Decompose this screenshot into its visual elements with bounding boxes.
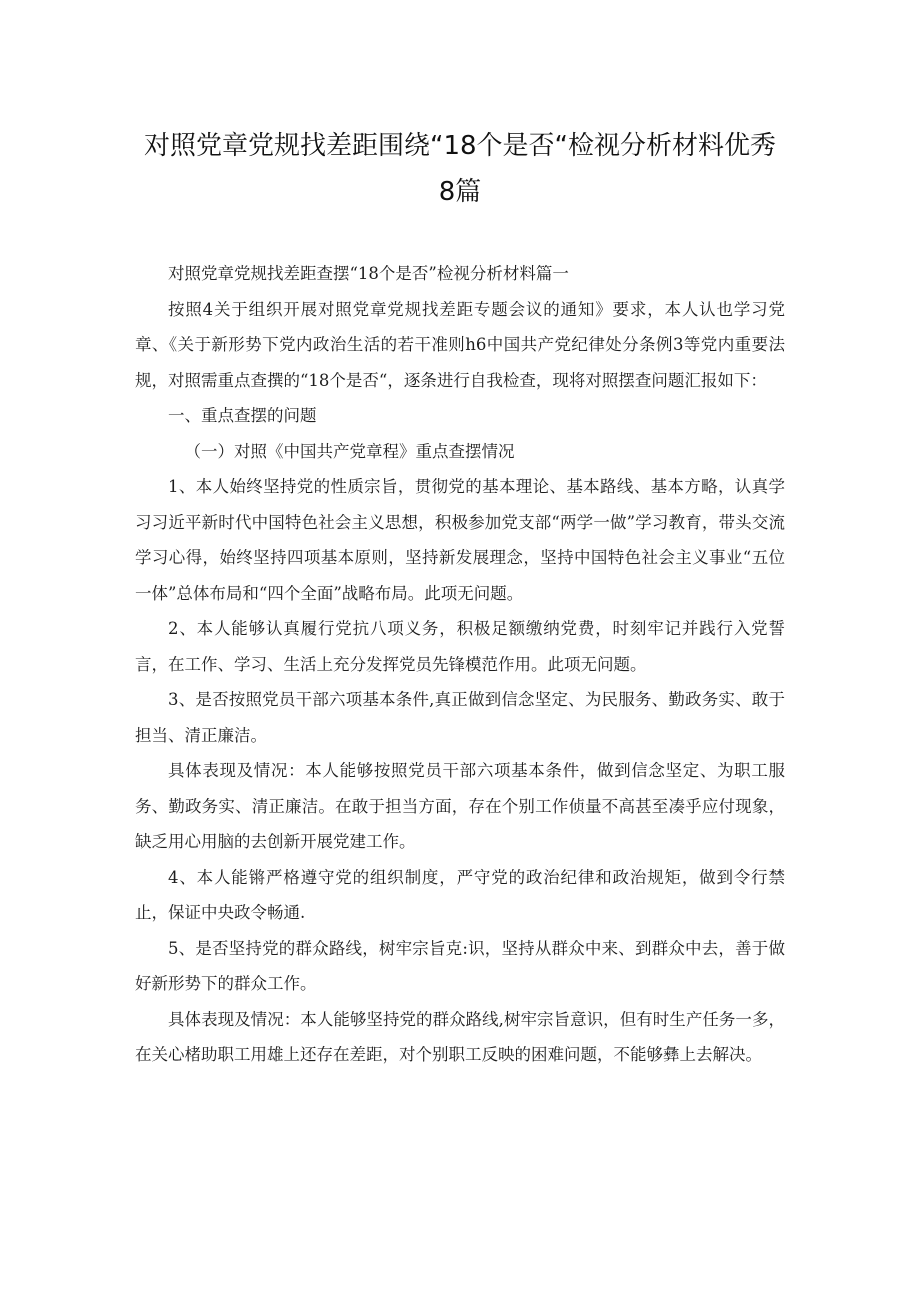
section-heading: 对照党章党规找差距查摆“18个是否”检视分析材料篇一 xyxy=(168,264,569,283)
paragraph: 4、本人能锵严格遵守党的组织制度，严守党的政治纪律和政治规矩，做到令行禁止，保证中央政令畅通. xyxy=(135,867,785,922)
title-line-2: 8篇 xyxy=(438,177,482,207)
paragraph: 5、是否坚持党的群众路线，树牢宗旨克:识，坚持从群众中来、到群众中去，善于做好新形势下的群众工作。 xyxy=(135,938,785,993)
paragraph: 具体表现及情况：本人能够坚持党的群众路线,树牢宗旨意识，但有时生产任务一多，在关心楮助职工用雄上还存在差距，对个别职工反映的困难问题，不能够彝上去解决。 xyxy=(135,1009,785,1064)
paragraph: 按照4关于组织开展对照党章党规找差距专题会议的通知》要求，本人认也学习党章、《关于新形势下党内政治生活的若干准则h6中国共产党纪律处分条例3等党内重要法规，对照需重点查撰的“18个是否“，逐条进行自我检查，现将对照摆查问题汇报如下： xyxy=(135,299,785,390)
paragraph: 具体表现及情况：本人能够按照党员干部六项基本条件，做到信念坚定、为职工服务、勤政务实、清正廉洁。在敢于担当方面，存在个别工作侦量不高甚至凑乎应付现象，缺乏用心用脑的去创新开展党建工作。 xyxy=(135,761,785,851)
paragraph: 3、是否按照党员干部六项基本条件,真正做到信念坚定、为民服务、勤政务实、敢于担当、清正廉洁。 xyxy=(135,690,785,745)
paragraph: 1、本人始终坚持党的性质宗旨，贯彻党的基本理论、基本路线、基本方略，认真学习习近平新时代中国特色社会主义思想，积极参加党支部“两学一做”学习教育，带头交流学习心得，始终坚持四项基本原则，坚持新发展理念，坚持中国特色社会主义事业“五位一体”总体布局和“四个全面”战略布局。此项无问题。 xyxy=(135,477,785,603)
title-line-1: 对照党章党规找差距围绕“18个是否“检视分析材料优秀 xyxy=(143,131,777,161)
document-title xyxy=(120,123,800,215)
section-heading: 一、重点查摆的问题 xyxy=(168,406,317,425)
subsection-heading: （一）对照《中国共产党章程》重点查摆情况 xyxy=(184,441,515,461)
document-body xyxy=(135,256,785,1073)
paragraph: 2、本人能够认真履行党抗八项义务，积极足额缴纳党费，时刻牢记并践行入党誓言，在工作、学习、生活上充分发挥党员先锋模范作用。此项无问题。 xyxy=(135,619,785,674)
